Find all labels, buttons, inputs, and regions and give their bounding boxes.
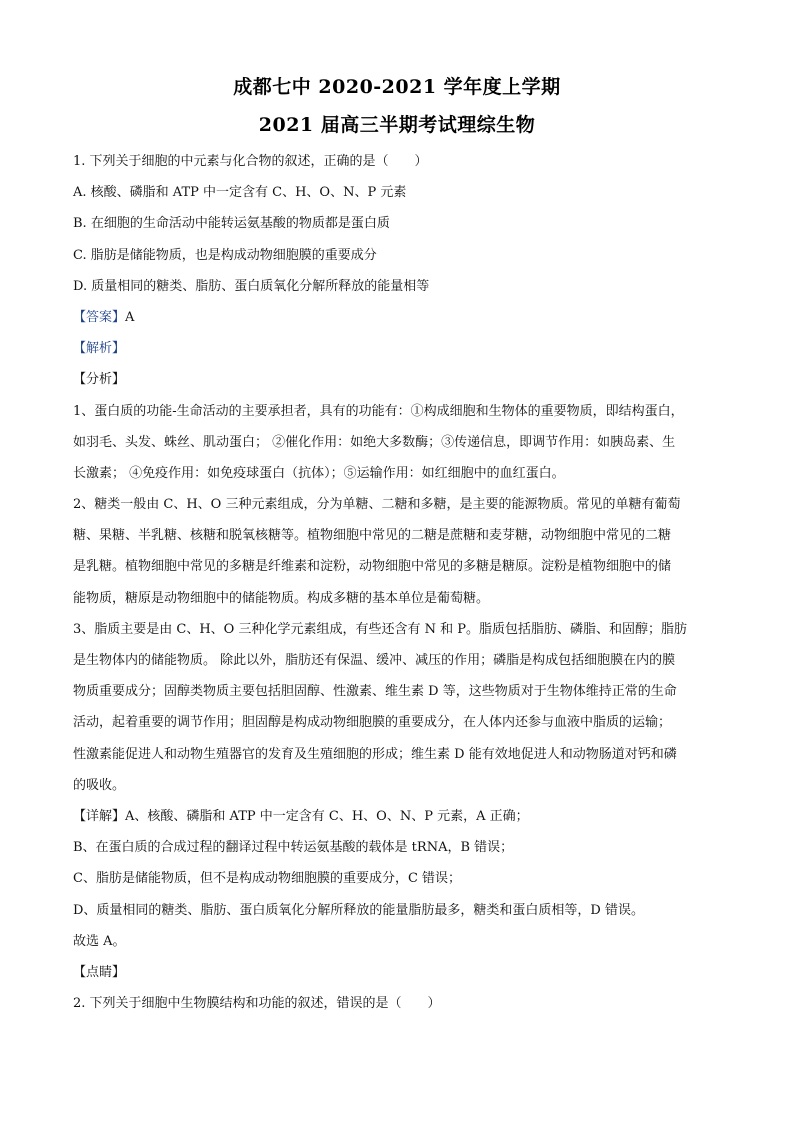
detail-line (73, 801, 733, 832)
analysis-line: 活动，起着重要的调节作用；胆固醇是构成动物细胞膜的重要成分，在人体内还参与血液中脂质的运输； (73, 715, 672, 731)
answer-line (73, 302, 733, 333)
page-subtitle: 2021 届高三半期考试理综生物 (258, 114, 536, 136)
detail-line: C、脂肪是储能物质，但不是构成动物细胞膜的重要成分，C 错误； (73, 871, 462, 887)
detail-line: 故选 A。 (73, 933, 126, 949)
detail-line: D、质量相同的糖类、脂肪、蛋白质氧化分解所释放的能量脂肪最多，糖类和蛋白质相等，D 错误。 (73, 902, 644, 918)
analysis-line: 能物质，糖原是动物细胞中的储能物质。构成多糖的基本单位是葡萄糖。 (73, 590, 490, 606)
document-body (73, 146, 733, 1019)
jiexi-tag: 【解析】 (73, 341, 126, 357)
answer-tag: 【答案】 (73, 309, 126, 325)
analysis-line: 物质重要成分；固醇类物质主要包括胆固醇、性激素、维生素 D 等，这些物质对于生物体维持正常的生命 (73, 684, 677, 700)
page-title: 成都七中 2020-2021 学年度上学期 (233, 76, 561, 98)
question-1-option-a: A. 核酸、磷脂和 ATP 中一定含有 C、H、O、N、P 元素 (73, 185, 407, 201)
question-1-option-c: C. 脂肪是储能物质，也是构成动物细胞膜的重要成分 (73, 247, 377, 263)
question-1-stem: 1. 下列关于细胞的中元素与化合物的叙述，正确的是（ ） (73, 154, 428, 169)
analysis-line: 是生物体内的储能物质。 除此以外，脂肪还有保温、缓冲、减压的作用；磷脂是构成包括细胞膜在内的膜 (73, 653, 676, 668)
analysis-line: 3、脂质主要是由 C、H、O 三种化学元素组成，有些还含有 N 和 P。脂质包括脂肪、磷脂、和固醇；脂肪 (73, 621, 687, 637)
question-1-option-d: D. 质量相同的糖类、脂肪、蛋白质氧化分解所释放的能量相等 (73, 278, 430, 294)
analysis-line: 是乳糖。植物细胞中常见的多糖是纤维素和淀粉，动物细胞中常见的多糖是糖原。淀粉是植物细胞中的储 (73, 559, 672, 575)
detail-first: A、核酸、磷脂和 ATP 中一定含有 C、H、O、N、P 元素，A 正确； (125, 808, 529, 824)
answer-value: A (125, 309, 135, 325)
analysis-line: 2、糖类一般由 C、H、O 三种元素组成，分为单糖、二糖和多糖，是主要的能源物质。常见的单糖有葡萄 (73, 497, 681, 513)
question-1-option-b: B. 在细胞的生命活动中能转运氨基酸的物质都是蛋白质 (73, 216, 390, 232)
analysis-line: 的吸收。 (73, 777, 126, 793)
detail-line: B、在蛋白质的合成过程的翻译过程中转运氨基酸的载体是 tRNA，B 错误； (73, 840, 514, 856)
analysis-line: 糖、果糖、半乳糖、核糖和脱氧核糖等。植物细胞中常见的二糖是蔗糖和麦芽糖，动物细胞中常见的二糖 (73, 528, 672, 544)
xiangjie-tag: 【详解】 (73, 808, 126, 824)
question-2-stem: 2. 下列关于细胞中生物膜结构和功能的叙述，错误的是（ ） (73, 996, 441, 1012)
analysis-line: 1、蛋白质的功能-生命活动的主要承担者，具有的功能有：①构成细胞和生物体的重要物质，即结构蛋白， (73, 403, 684, 419)
analysis-line: 长激素； ④免疫作用：如免疫球蛋白（抗体）；⑤运输作用：如红细胞中的血红蛋白。 (73, 465, 565, 481)
analysis-line: 如羽毛、头发、蛛丝、肌动蛋白； ②催化作用：如绝大多数酶；③传递信息，即调节作用：如胰岛素、生 (73, 434, 676, 450)
dianjing-tag: 【点睛】 (73, 964, 126, 980)
analysis-line: 性激素能促进人和动物生殖器官的发育及生殖细胞的形成；维生素 D 能有效地促进人和动物肠道对钙和磷 (73, 746, 677, 762)
fenxi-tag: 【分析】 (73, 372, 126, 388)
